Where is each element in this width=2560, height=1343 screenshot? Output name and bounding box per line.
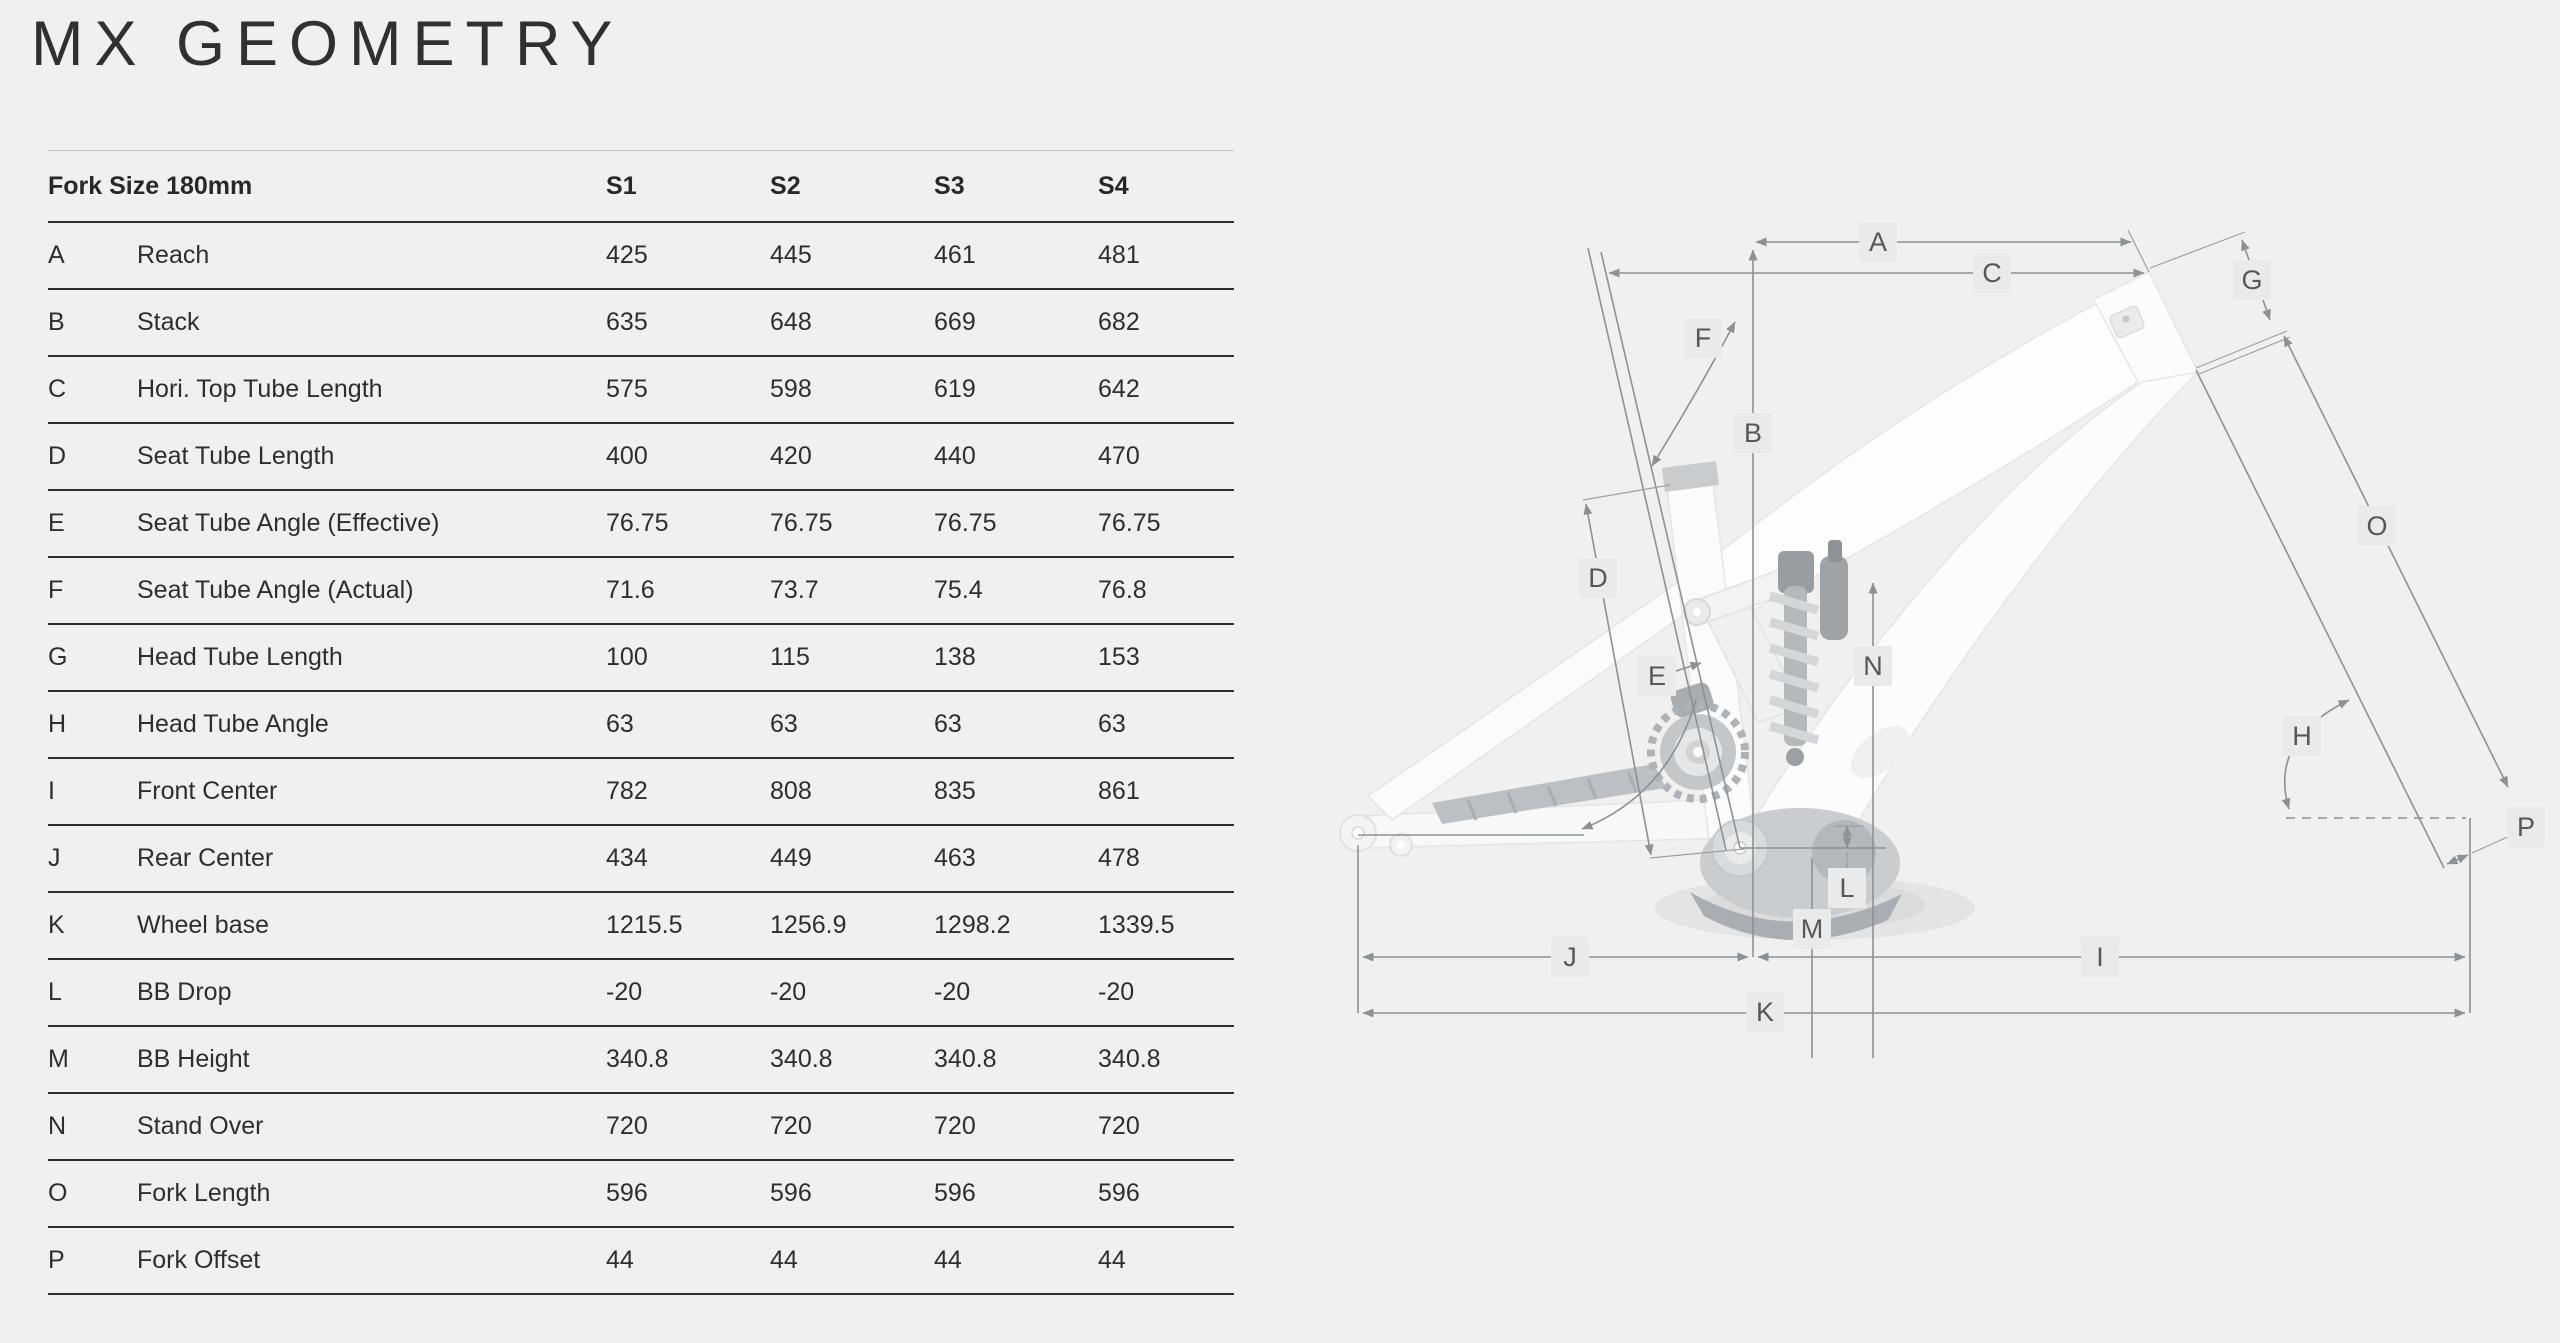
row-letter: A bbox=[48, 241, 65, 269]
row-letter: F bbox=[48, 576, 64, 604]
row-letter: N bbox=[48, 1112, 67, 1140]
row-label: Hori. Top Tube Length bbox=[137, 375, 383, 403]
value-s2: 598 bbox=[770, 375, 812, 403]
row-label: BB Height bbox=[137, 1045, 250, 1073]
diagram-label-A bbox=[1859, 222, 1897, 262]
svg-text:I: I bbox=[2096, 942, 2104, 972]
svg-text:O: O bbox=[2366, 511, 2388, 541]
value-s3: -20 bbox=[934, 978, 971, 1006]
svg-text:F: F bbox=[1694, 323, 1712, 353]
row-label: Seat Tube Length bbox=[137, 442, 335, 470]
value-s4: 642 bbox=[1098, 375, 1140, 403]
value-s3: 720 bbox=[934, 1112, 976, 1140]
row-label: Fork Length bbox=[137, 1179, 271, 1207]
svg-text:M: M bbox=[1800, 914, 1824, 944]
value-s4: 596 bbox=[1098, 1179, 1140, 1207]
table-header-fork-size: Fork Size 180mm bbox=[48, 171, 253, 200]
value-s2: 1256.9 bbox=[770, 911, 847, 939]
diagram-label-O bbox=[2358, 506, 2396, 546]
row-letter: O bbox=[48, 1179, 68, 1207]
value-s2: 76.75 bbox=[770, 509, 833, 537]
page-title: MX GEOMETRY bbox=[31, 9, 624, 79]
row-letter: P bbox=[48, 1246, 65, 1274]
diagram-label-C bbox=[1973, 253, 2011, 293]
value-s4: 44 bbox=[1098, 1246, 1126, 1274]
row-letter: C bbox=[48, 375, 67, 403]
value-s1: 596 bbox=[606, 1179, 648, 1207]
row-label: Front Center bbox=[137, 777, 278, 805]
value-s3: 463 bbox=[934, 844, 976, 872]
value-s3: 63 bbox=[934, 710, 962, 738]
svg-text:H: H bbox=[2292, 721, 2312, 751]
diagram-label-M bbox=[1793, 909, 1831, 949]
svg-text:D: D bbox=[1588, 563, 1608, 593]
row-label: Wheel base bbox=[137, 911, 270, 939]
diagram-label-F bbox=[1684, 318, 1722, 358]
row-label: Head Tube Angle bbox=[137, 710, 329, 738]
value-s3: 138 bbox=[934, 643, 976, 671]
row-letter: L bbox=[48, 978, 62, 1006]
value-s1: 44 bbox=[606, 1246, 634, 1274]
table-header-s1: S1 bbox=[606, 171, 637, 200]
diagram-label-P bbox=[2507, 807, 2545, 847]
row-label: Seat Tube Angle (Effective) bbox=[137, 509, 440, 537]
row-letter: B bbox=[48, 308, 65, 336]
value-s4: 682 bbox=[1098, 308, 1140, 336]
diagram-label-D bbox=[1579, 558, 1617, 598]
value-s2: -20 bbox=[770, 978, 807, 1006]
value-s1: 782 bbox=[606, 777, 648, 805]
svg-text:A: A bbox=[1868, 227, 1888, 257]
diagram-label-H bbox=[2283, 716, 2321, 756]
table-header-s3: S3 bbox=[934, 171, 965, 200]
row-letter: G bbox=[48, 643, 68, 671]
row-label: Fork Offset bbox=[137, 1246, 261, 1274]
value-s4: 1339.5 bbox=[1098, 911, 1175, 939]
svg-text:L: L bbox=[1839, 873, 1855, 903]
row-label: Rear Center bbox=[137, 844, 274, 872]
svg-text:G: G bbox=[2241, 265, 2263, 295]
value-s1: 434 bbox=[606, 844, 648, 872]
value-s2: 115 bbox=[770, 643, 810, 671]
value-s4: 481 bbox=[1098, 241, 1140, 269]
value-s4: 470 bbox=[1098, 442, 1140, 470]
value-s1: 1215.5 bbox=[606, 911, 683, 939]
value-s4: 720 bbox=[1098, 1112, 1140, 1140]
value-s2: 340.8 bbox=[770, 1045, 833, 1073]
value-s3: 44 bbox=[934, 1246, 962, 1274]
value-s4: 76.8 bbox=[1098, 576, 1147, 604]
value-s1: 635 bbox=[606, 308, 648, 336]
diagram-label-G bbox=[2233, 260, 2271, 300]
value-s2: 63 bbox=[770, 710, 798, 738]
diagram-label-N bbox=[1854, 646, 1892, 686]
row-label: Reach bbox=[137, 241, 210, 269]
value-s1: 425 bbox=[606, 241, 648, 269]
svg-text:C: C bbox=[1982, 258, 2002, 288]
diagram-label-J bbox=[1551, 937, 1589, 977]
diagram-label-L bbox=[1828, 868, 1866, 908]
value-s4: 340.8 bbox=[1098, 1045, 1161, 1073]
value-s4: 153 bbox=[1098, 643, 1140, 671]
value-s3: 619 bbox=[934, 375, 976, 403]
value-s3: 596 bbox=[934, 1179, 976, 1207]
row-label: Stack bbox=[137, 308, 200, 336]
value-s1: -20 bbox=[606, 978, 643, 1006]
value-s2: 596 bbox=[770, 1179, 812, 1207]
row-label: BB Drop bbox=[137, 978, 232, 1006]
row-letter: H bbox=[48, 710, 67, 738]
value-s2: 73.7 bbox=[770, 576, 819, 604]
value-s3: 1298.2 bbox=[934, 911, 1011, 939]
value-s4: 861 bbox=[1098, 777, 1140, 805]
table-header-s4: S4 bbox=[1098, 171, 1129, 200]
value-s1: 340.8 bbox=[606, 1045, 669, 1073]
value-s2: 720 bbox=[770, 1112, 812, 1140]
value-s3: 835 bbox=[934, 777, 976, 805]
value-s1: 575 bbox=[606, 375, 648, 403]
value-s4: 76.75 bbox=[1098, 509, 1161, 537]
row-letter: J bbox=[48, 844, 61, 872]
svg-text:B: B bbox=[1743, 418, 1763, 448]
value-s4: 63 bbox=[1098, 710, 1126, 738]
table-header-s2: S2 bbox=[770, 171, 801, 200]
value-s1: 76.75 bbox=[606, 509, 669, 537]
value-s1: 100 bbox=[606, 643, 648, 671]
value-s4: 478 bbox=[1098, 844, 1140, 872]
row-letter: K bbox=[48, 911, 65, 939]
value-s1: 400 bbox=[606, 442, 648, 470]
diagram-label-E bbox=[1638, 656, 1676, 696]
svg-text:P: P bbox=[2516, 812, 2536, 842]
value-s2: 44 bbox=[770, 1246, 798, 1274]
value-s2: 808 bbox=[770, 777, 812, 805]
value-s3: 440 bbox=[934, 442, 976, 470]
row-label: Stand Over bbox=[137, 1112, 264, 1140]
diagram-label-B bbox=[1734, 413, 1772, 453]
row-letter: E bbox=[48, 509, 65, 537]
value-s4: -20 bbox=[1098, 978, 1135, 1006]
row-letter: I bbox=[48, 777, 55, 805]
value-s2: 445 bbox=[770, 241, 812, 269]
value-s3: 75.4 bbox=[934, 576, 983, 604]
svg-text:N: N bbox=[1863, 651, 1883, 681]
row-letter: D bbox=[48, 442, 67, 470]
value-s3: 461 bbox=[934, 241, 976, 269]
value-s2: 648 bbox=[770, 308, 812, 336]
row-label: Seat Tube Angle (Actual) bbox=[137, 576, 414, 604]
value-s2: 449 bbox=[770, 844, 812, 872]
value-s3: 340.8 bbox=[934, 1045, 997, 1073]
value-s3: 76.75 bbox=[934, 509, 997, 537]
svg-text:K: K bbox=[1755, 997, 1775, 1027]
bike-frame-illustration bbox=[1340, 272, 2198, 940]
svg-text:E: E bbox=[1647, 661, 1667, 691]
value-s1: 71.6 bbox=[606, 576, 655, 604]
row-label: Head Tube Length bbox=[137, 643, 343, 671]
value-s3: 669 bbox=[934, 308, 976, 336]
svg-text:J: J bbox=[1563, 942, 1577, 972]
diagram-label-I bbox=[2081, 937, 2119, 977]
row-letter: M bbox=[48, 1045, 69, 1073]
value-s1: 720 bbox=[606, 1112, 648, 1140]
value-s2: 420 bbox=[770, 442, 812, 470]
diagram-label-K bbox=[1746, 992, 1784, 1032]
value-s1: 63 bbox=[606, 710, 634, 738]
